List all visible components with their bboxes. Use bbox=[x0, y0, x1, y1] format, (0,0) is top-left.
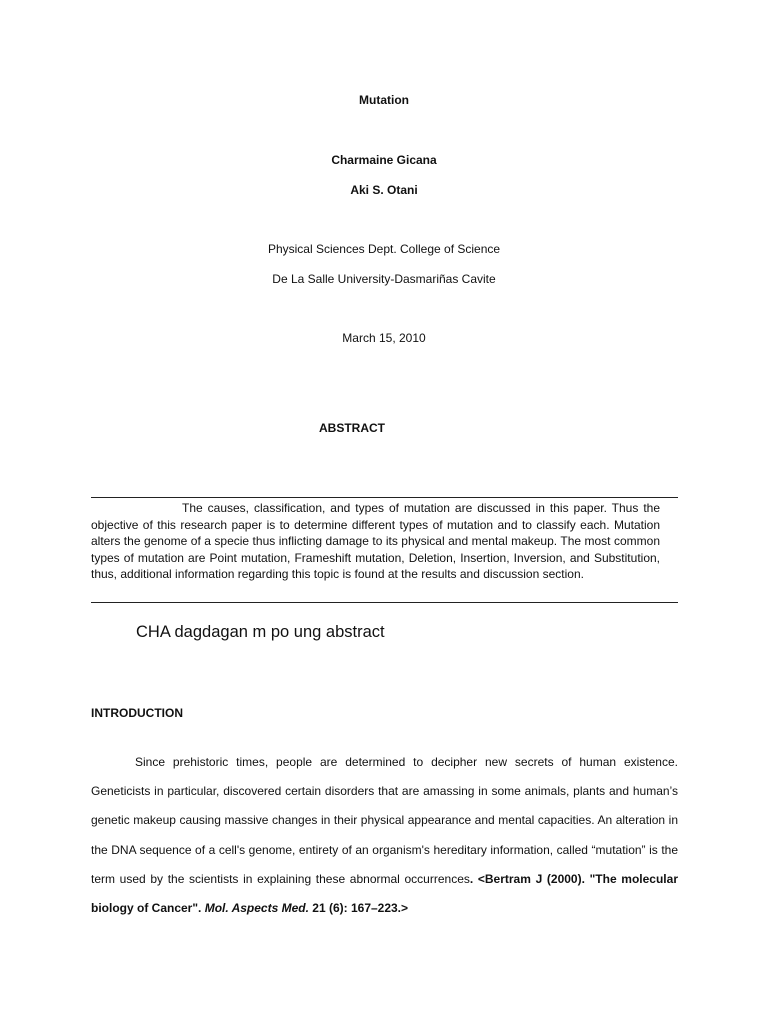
paper-date: March 15, 2010 bbox=[342, 331, 426, 345]
introduction-heading: INTRODUCTION bbox=[91, 706, 183, 720]
affiliation-department: Physical Sciences Dept. College of Science bbox=[267, 242, 501, 256]
citation-start: . <Bertram J (2000). "The molecular biology of Cancer". bbox=[91, 871, 678, 916]
author-name: Charmaine Gicana bbox=[331, 153, 437, 167]
author-name: Aki S. Otani bbox=[350, 183, 418, 197]
citation-end: 21 (6): 167–223.> bbox=[308, 901, 409, 916]
citation-journal: Mol. Aspects Med. bbox=[204, 901, 309, 916]
paper-title: Mutation bbox=[359, 93, 409, 107]
introduction-body: Since prehistoric times, people are determined to decipher new secrets of human existence. Geneticists in particular, discovered certain disorders that are amassing in some animals, plants and human’s genetic makeup causing massive changes in their physical appearance and mental capacities. An alteration in the DNA sequence of a cell's genome, entirety of an organism's hereditary information, called “mutation” is the term used by the scientists in explaining these abnormal occurrences bbox=[91, 755, 678, 886]
introduction-paragraph bbox=[91, 748, 678, 923]
abstract-heading: ABSTRACT bbox=[319, 421, 385, 435]
affiliation-university: De La Salle University-Dasmariñas Cavite bbox=[272, 272, 496, 286]
abstract-text: The causes, classification, and types of mutation are discussed in this paper. Thus the objective of this research paper is to determine different types of mutation and to classify each. Mutation alters the genome of a specie thus inflicting damage to its physical and mental makeup. The most common types of mutation are Point mutation, Frameshift mutation, Deletion, Insertion, Inversion, and Substitution, thus, additional information regarding this topic is found at the results and discussion section. bbox=[91, 501, 660, 582]
editor-note: CHA dagdagan m po ung abstract bbox=[136, 623, 385, 641]
